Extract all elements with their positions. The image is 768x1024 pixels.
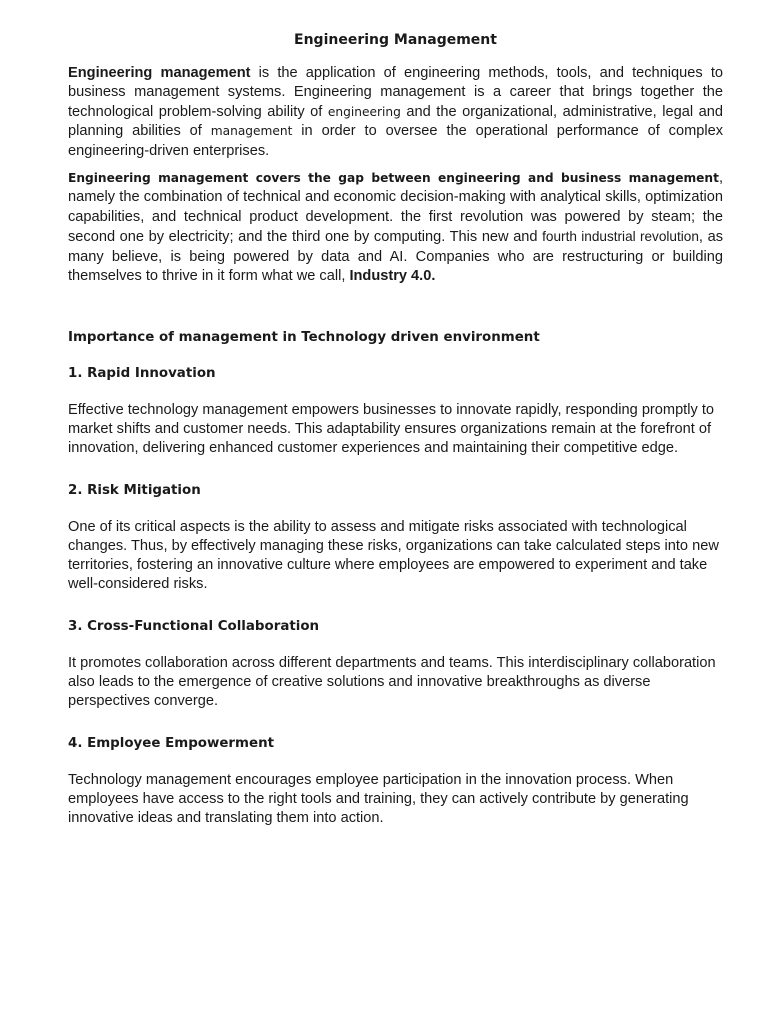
intro-word-management: management (210, 124, 293, 139)
document-page (68, 30, 723, 828)
intro-text-3: in order to oversee the operational performance of complex engineering-driven enterprises. (68, 123, 724, 159)
definition-paragraph (68, 169, 723, 286)
section-heading-risk-mitigation: 2. Risk Mitigation (68, 483, 201, 499)
intro-word-engineering: engineering (327, 104, 401, 119)
intro-paragraph (68, 64, 723, 161)
intro-text-2: and the organizational, administrative, legal and planning abilities of (68, 103, 723, 140)
definition-industry-term: Industry 4.0. (349, 268, 436, 285)
definition-text-2: , as many believe, is being powered by data and AI. Companies who are restructuring or building themselves to thrive in it form what we call, (68, 229, 723, 285)
intro-text-1: is the application of engineering methods, tools, and techniques to business management systems. Engineering management is a career that brings together the technological problem-solving ability of (68, 65, 723, 120)
definition-lead-term: Engineering management covers the gap between engineering and business management (68, 171, 719, 186)
section-body-rapid-innovation: Effective technology management empowers businesses to innovate rapidly, responding promptly to market shifts and customer needs. This adaptability ensures organizations remain at the forefront of innovation, delivering enhanced customer experiences and maintaining their competitive edge. (68, 402, 715, 457)
intro-lead-term: Engineering management (68, 65, 251, 81)
importance-heading: Importance of management in Technology driven environment (68, 330, 540, 346)
section-heading-cross-functional: 3. Cross-Functional Collaboration (68, 619, 320, 635)
definition-fourth-revolution: fourth industrial revolution (542, 229, 699, 245)
section-body-cross-functional: It promotes collaboration across different departments and teams. This interdisciplinary collaboration also leads to the emergence of creative solutions and innovative breakthroughs as diverse perspectives converge. (68, 655, 716, 710)
section-body-risk-mitigation: One of its critical aspects is the ability to assess and mitigate risks associated with technological changes. Thus, by effectively managing these risks, organizations can take calculated steps into new territories, fostering an innovative culture where employees are empowered to experiment and take well-considered risks. (68, 519, 719, 593)
definition-text-1: , namely the combination of technical and economic decision-making with analytical skills, optimization capabilities, and technical product development. the first revolution was powered by steam; the second one by electricity; and the third one by computing. This new and (68, 170, 723, 246)
document-title: Engineering Management (294, 32, 497, 48)
section-heading-employee-empowerment: 4. Employee Empowerment (68, 736, 275, 752)
section-body-employee-empowerment: Technology management encourages employee participation in the innovation process. When employees have access to the right tools and training, they can actively contribute by generating innovative ideas and translating them into action. (68, 772, 689, 827)
section-heading-rapid-innovation: 1. Rapid Innovation (68, 366, 216, 382)
